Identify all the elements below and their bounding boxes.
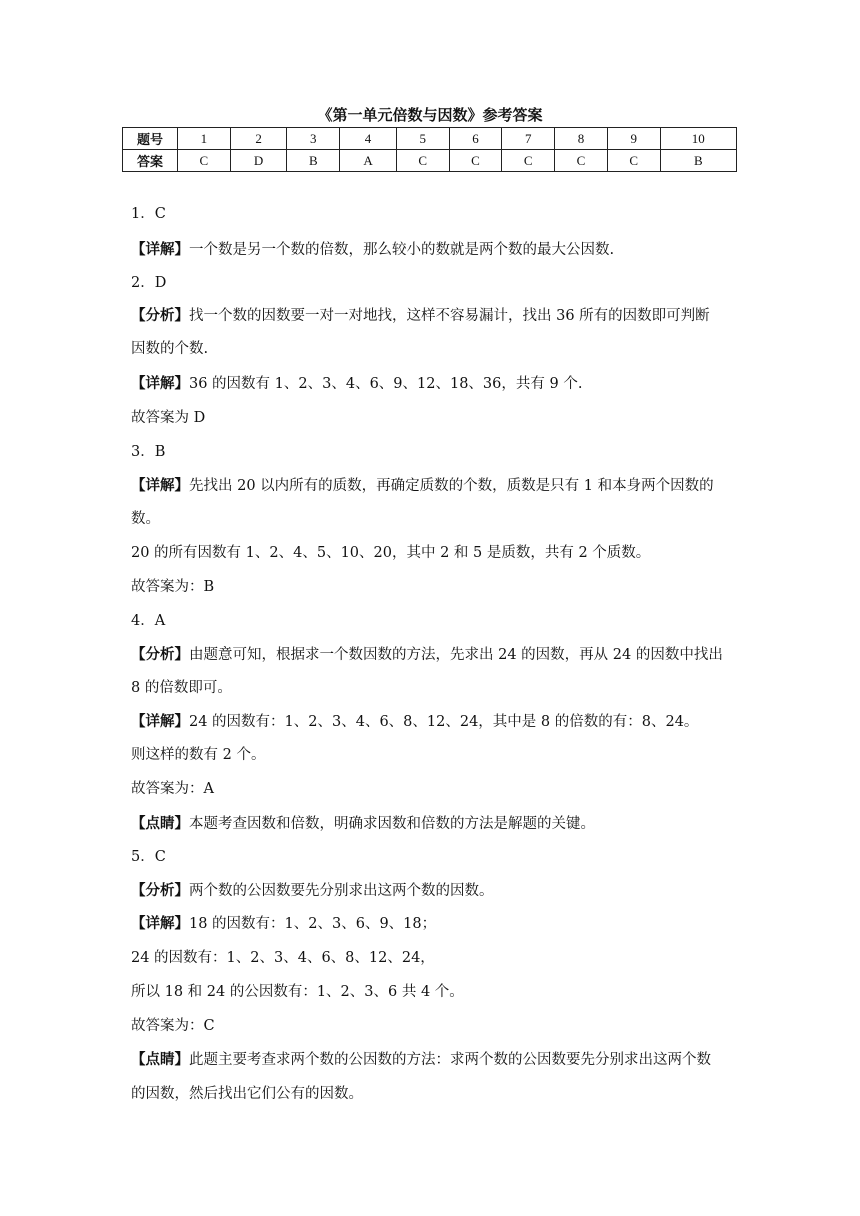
answer-line: 【分析】两个数的公因数要先分别求出这两个数的因数。 <box>131 882 494 899</box>
answer-cell: C <box>396 150 449 172</box>
row-header-number: 题号 <box>123 128 178 150</box>
answer-row <box>123 150 737 172</box>
page-title: 《第一单元倍数与因数》参考答案 <box>317 106 543 124</box>
answer-line: 因数的个数. <box>131 341 209 357</box>
answer-line: 【分析】由题意可知，根据求一个数因数的方法，先求出 24 的因数，再从 24 的因数中找出 <box>131 646 723 663</box>
answer-line: 4．A <box>131 613 166 629</box>
answer-line: 【详解】24 的因数有：1、2、3、4、6、8、12、24，其中是 8 的倍数的有：8、24。 <box>131 713 699 730</box>
row-header-answer: 答案 <box>123 150 178 172</box>
answer-line: 故答案为 D <box>131 410 206 426</box>
question-number-cell: 3 <box>287 128 340 150</box>
answer-line: 1．C <box>131 206 166 222</box>
question-number-cell: 8 <box>555 128 608 150</box>
question-number-cell: 4 <box>340 128 397 150</box>
question-number-cell: 6 <box>449 128 502 150</box>
answer-line: 所以 18 和 24 的公因数有：1、2、3、6 共 4 个。 <box>131 984 464 1000</box>
answer-line: 的因数，然后找出它们公有的因数。 <box>131 1086 363 1102</box>
question-number-cell: 10 <box>660 128 736 150</box>
answer-line: 数。 <box>131 511 160 527</box>
answer-line: 8 的倍数即可。 <box>131 680 232 696</box>
question-number-row <box>123 128 737 150</box>
answer-line: 5．C <box>131 849 166 865</box>
answer-line: 故答案为：A <box>131 781 214 797</box>
answer-cell: C <box>502 150 555 172</box>
answer-line: 故答案为：B <box>131 579 215 595</box>
answer-cell: C <box>178 150 231 172</box>
answer-line: 20 的所有因数有 1、2、4、5、10、20，其中 2 和 5 是质数，共有 2 个质数。 <box>131 545 651 561</box>
answer-table <box>122 127 737 172</box>
question-number-cell: 2 <box>230 128 287 150</box>
question-number-cell: 5 <box>396 128 449 150</box>
answer-line: 2．D <box>131 275 167 291</box>
answer-line: 3．B <box>131 444 166 460</box>
answer-cell: B <box>287 150 340 172</box>
question-number-cell: 7 <box>502 128 555 150</box>
answer-cell: C <box>607 150 660 172</box>
answer-line: 【分析】找一个数的因数要一对一对地找，这样不容易漏计，找出 36 所有的因数即可判断 <box>131 307 710 324</box>
question-number-cell: 1 <box>178 128 231 150</box>
answer-line: 故答案为：C <box>131 1018 215 1034</box>
answer-line: 【点睛】本题考查因数和倍数，明确求因数和倍数的方法是解题的关键。 <box>131 815 595 832</box>
answer-line: 【详解】18 的因数有：1、2、3、6、9、18； <box>131 915 437 932</box>
answer-cell: C <box>449 150 502 172</box>
answer-line: 【详解】一个数是另一个数的倍数，那么较小的数就是两个数的最大公因数. <box>131 241 615 258</box>
answer-line: 【详解】先找出 20 以内所有的质数，再确定质数的个数，质数是只有 1 和本身两个因数的 <box>131 477 714 494</box>
answer-line: 则这样的数有 2 个。 <box>131 747 266 763</box>
answer-cell: C <box>555 150 608 172</box>
answer-line: 【详解】36 的因数有 1、2、3、4、6、9、12、18、36，共有 9 个. <box>131 375 583 392</box>
question-number-cell: 9 <box>607 128 660 150</box>
answer-cell: D <box>230 150 287 172</box>
answer-cell: A <box>340 150 397 172</box>
answer-line: 【点睛】此题主要考查求两个数的公因数的方法：求两个数的公因数要先分别求出这两个数 <box>131 1051 711 1068</box>
answer-line: 24 的因数有：1、2、3、4、6、8、12、24， <box>131 950 435 966</box>
answer-cell: B <box>660 150 736 172</box>
